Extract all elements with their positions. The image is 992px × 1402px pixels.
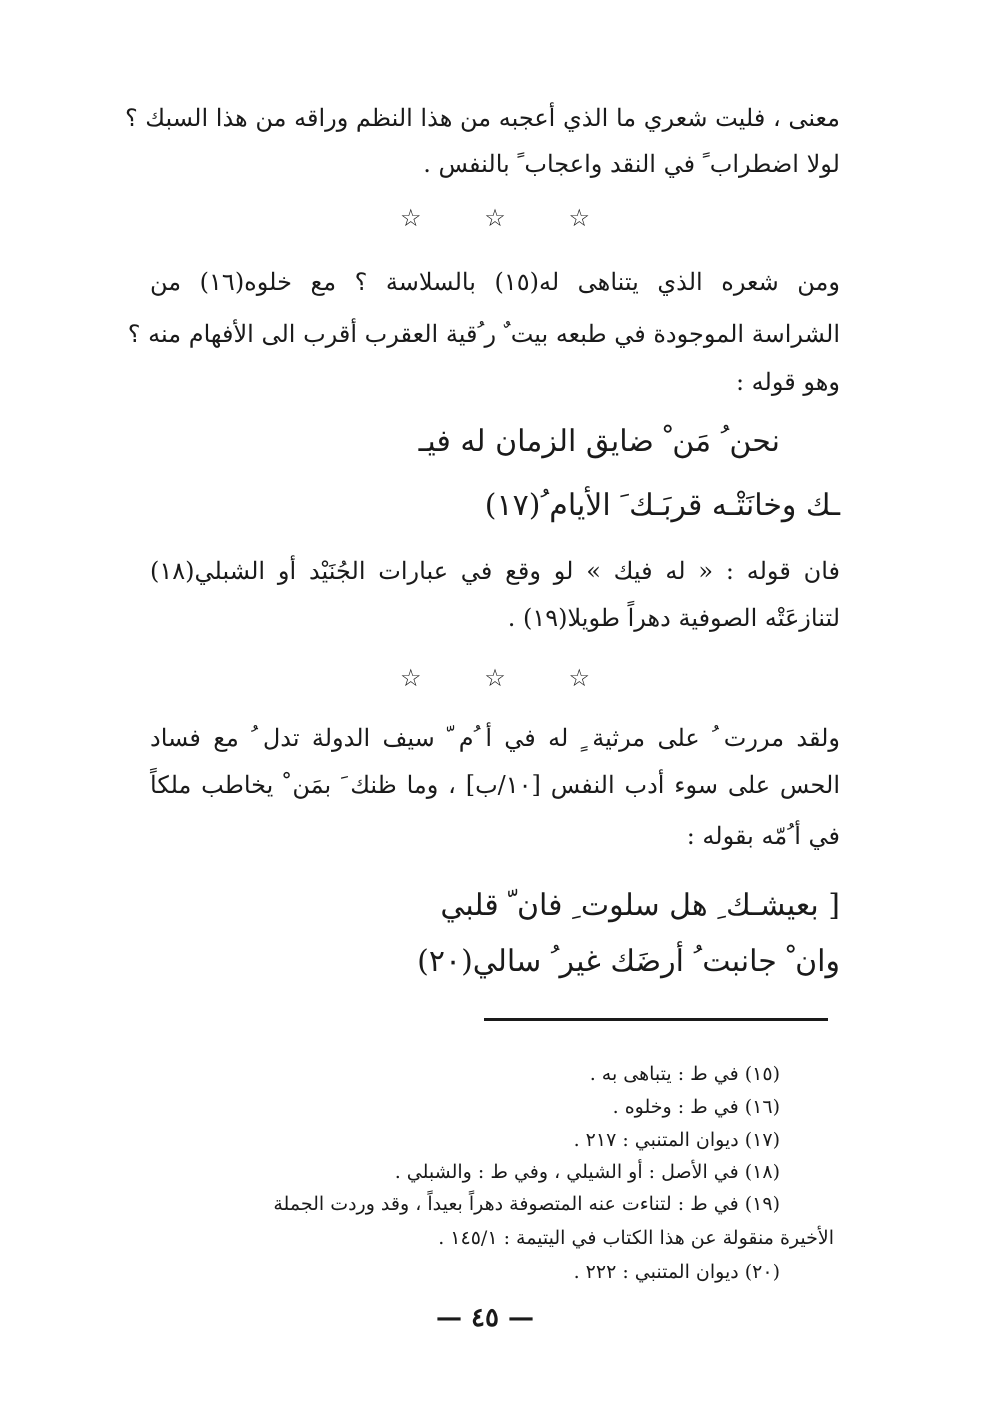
footnote-18: (١٨) في الأصل : أو الشيلي ، وفي ط : والشبلي . [394,1161,780,1183]
paragraph-2-line-1: ومن شعره الذي يتناهى له(١٥) بالسلاسة ؟ مع خلوه(١٦) من [150,268,840,296]
verse-2-hemistich-1: [ بعيشـك ِ هل سلوت ِ فان ّ قلبي [440,888,840,923]
paragraph-1-line-2: لولا اضطراب ً في النقد واعجاب ً بالنفس . [423,150,840,178]
star-icon: ☆ [400,664,422,692]
footnote-17: (١٧) ديوان المتنبي : ٢١٧ . [573,1129,780,1151]
footnote-19: (١٩) في ط : لتناءت عنه المتصوفة دهراً بعيداً ، وقد وردت الجملة [273,1193,780,1215]
paragraph-4-line-2: الحس على سوء أدب النفس [١٠/ب] ، وما ظنك َ بمَن ْ يخاطب ملكاً [150,771,840,799]
star-icon: ☆ [568,204,590,232]
star-icon: ☆ [400,204,422,232]
paragraph-4-line-3: في أ ُمّه بقوله : [686,822,840,850]
paragraph-2-line-3: وهو قوله : [735,368,840,396]
star-icon: ☆ [484,204,506,232]
footnote-19-continued: الأخيرة منقولة عن هذا الكتاب في اليتيمة : ١٤٥/١ . [438,1227,834,1249]
verse-2-hemistich-2: وان ْ جانبت ُ أرضَك غير ُ سالي(٢٠) [417,944,840,979]
star-separator-1 [400,206,590,230]
verse-1-hemistich-1: نحن ُ مَن ْ ضايق الزمان له فيـ [418,424,780,459]
verse-1-hemistich-2: ـك وخانَتْـه قربَـك َ الأيام ُ(١٧) [484,488,840,523]
star-separator-2 [400,666,590,690]
paragraph-2-line-2: الشراسة الموجودة في طبعه بيت ٌ ر ُقية العقرب أقرب الى الأفهام منه ؟ [127,320,840,348]
paragraph-4-line-1: ولقد مررت ُ على مرثية ٍ له في أ ُم ّ سيف الدولة تدل ُ مع فساد [150,724,840,752]
footnote-16: (١٦) في ط : وخلوه . [612,1096,780,1118]
footnote-divider [484,1018,828,1021]
star-icon: ☆ [568,664,590,692]
footnote-15: (١٥) في ط : يتباهى به . [589,1063,780,1085]
star-icon: ☆ [484,664,506,692]
paragraph-1-line-1: معنى ، فليت شعري ما الذي أعجبه من هذا النظم وراقه من هذا السبك ؟ [124,104,840,132]
paragraph-3-line-2: لتنازعَتْه الصوفية دهراً طويلا(١٩) . [507,604,840,632]
footnote-20: (٢٠) ديوان المتنبي : ٢٢٢ . [573,1261,780,1283]
page-number: — ٤٥ — [435,1303,535,1333]
paragraph-3-line-1: فان قوله : « له فيك » لو وقع في عبارات الجُنَيْد أو الشبلي(١٨) [150,557,840,585]
